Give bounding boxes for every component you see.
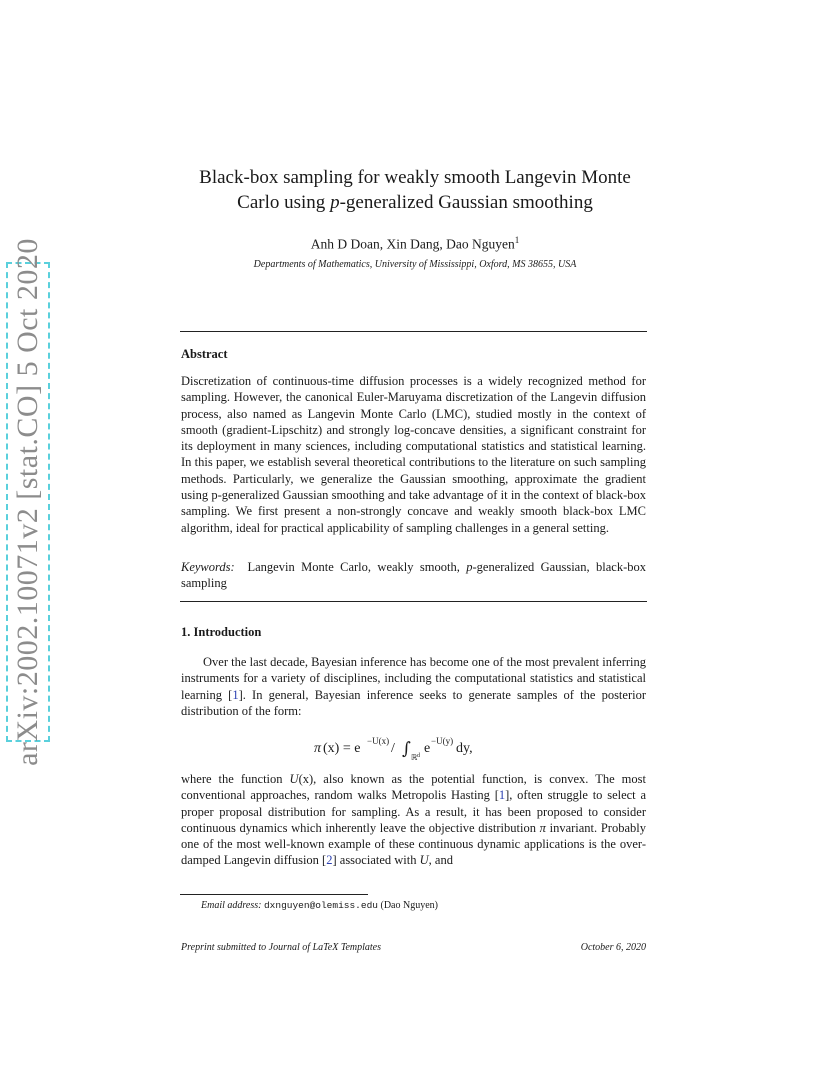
author-names: Anh D Doan, Xin Dang, Dao Nguyen [310,236,515,252]
abstract-bottom-rule [180,601,647,602]
citation-link-1[interactable]: 1 [232,687,239,702]
intro-p2-text-c: ], often struggle to select a proper proposal distribution for sampling. As a result, it has been proposed to consider continuous dynamics which inherently leave the objective distribution [181,788,646,835]
footnote-email-link[interactable]: dxnguyen@olemiss.edu [263,900,378,911]
footer-date: October 6, 2020 [580,942,646,953]
introduction-heading: 1. Introduction [181,625,262,639]
intro-p1-text-b: ]. In general, Bayesian inference seeks to generate samples of the posterior distribution of the form: [181,687,646,718]
svg-text:(x) = e: (x) = e [322,741,360,756]
svg-text:π: π [313,741,321,756]
svg-text:/: / [390,741,395,756]
keywords-post: -generalized Gaussian, black-box sampling [181,560,646,591]
footnote-label: Email address: [201,900,262,911]
citation-link-1b[interactable]: 1 [498,788,506,803]
author-list [170,235,660,253]
introduction-paragraph-2 [181,771,646,869]
symbol-pi: π [539,820,546,835]
keywords-pre: Langevin Monte Carlo, weakly smooth, [247,560,467,574]
keywords [181,559,646,592]
abstract-text: Discretization of continuous-time diffusion processes is a widely recognized method for sampling. However, the canonical Euler-Maruyama discretization of the Langevin diffusion process, also named as Langevin Monte Carlo (LMC), studied mostly in the context of smooth (gradient-Lipschitz) and strongly log-concave densities, a significant constraint for its deployment in many sciences, including computational statistics and statistical learning. In this paper, we establish several theoretical contributions to the literature on such sampling methods. Particularly, we generalize the Gaussian smoothing, approximate the gradient using p-generalized Gaussian smoothing and take advantage of it in the context of black-box sampling. We first present a non-strongly concave and weakly smooth black-box LMC algorithm, ideal for practical applicability of sampling challenges in a general setting. [181,374,646,535]
footnote [201,900,438,911]
abstract-top-rule [180,331,647,332]
svg-text:ℝ: ℝ [410,753,417,762]
title-line-1: Black-box sampling for weakly smooth Langevin Monte [199,167,631,188]
arxiv-side-stamp[interactable] [6,238,50,766]
author-footnote-mark[interactable]: 1 [514,235,520,245]
intro-p2-text-d: invariant. Probably one of the most well-known example of these continuous dynamic applications is the over-damped Langevin diffusion [ [181,820,646,868]
footnote-rule [180,894,368,895]
svg-text:d: d [416,753,420,759]
intro-p2-text-f: , and [428,853,453,868]
symbol-u-2: U [419,853,429,868]
intro-p2-text-b: (x), also known as the potential function, is convex. The most conventional approaches, random walks Metropolis Hasting [ [181,772,646,803]
introduction-paragraph-1 [181,654,646,719]
keywords-p-symbol: p [466,560,473,574]
svg-text:∫: ∫ [401,739,411,759]
symbol-u: U [289,772,299,786]
keywords-label: Keywords: [181,560,235,574]
title-line-2-pre: Carlo using [237,192,331,213]
paper-title [170,165,660,215]
intro-p2-text-e: ] associated with [332,853,420,868]
citation-link-2[interactable]: 2 [326,853,333,868]
posterior-equation [181,732,646,766]
svg-text:−U(x): −U(x) [366,736,389,746]
title-line-2-post: -generalized Gaussian smoothing [339,192,593,213]
intro-p1-text-a: Over the last decade, Bayesian inference has become one of the most prevalent inferring instruments for a variety of disciplines, including the computational statistics and statistical learning [ [181,655,646,702]
title-p-symbol: p [330,192,340,213]
equation-render [314,732,514,762]
svg-text:−U(y): −U(y) [430,736,453,746]
affiliation: Departments of Mathematics, University of Mississippi, Oxford, MS 38655, USA [253,259,577,270]
svg-text:e: e [423,741,430,756]
intro-p2-text-a: where the function [181,772,290,786]
footer-journal: Preprint submitted to Journal of LaTeX Templates [181,942,382,953]
footnote-author: (Dao Nguyen) [380,900,438,911]
arxiv-identifier: arXiv:2002.10071v2 [stat.CO] 5 Oct 2020 [11,238,44,766]
abstract-heading: Abstract [181,347,228,361]
svg-text:dy,: dy, [455,741,473,756]
